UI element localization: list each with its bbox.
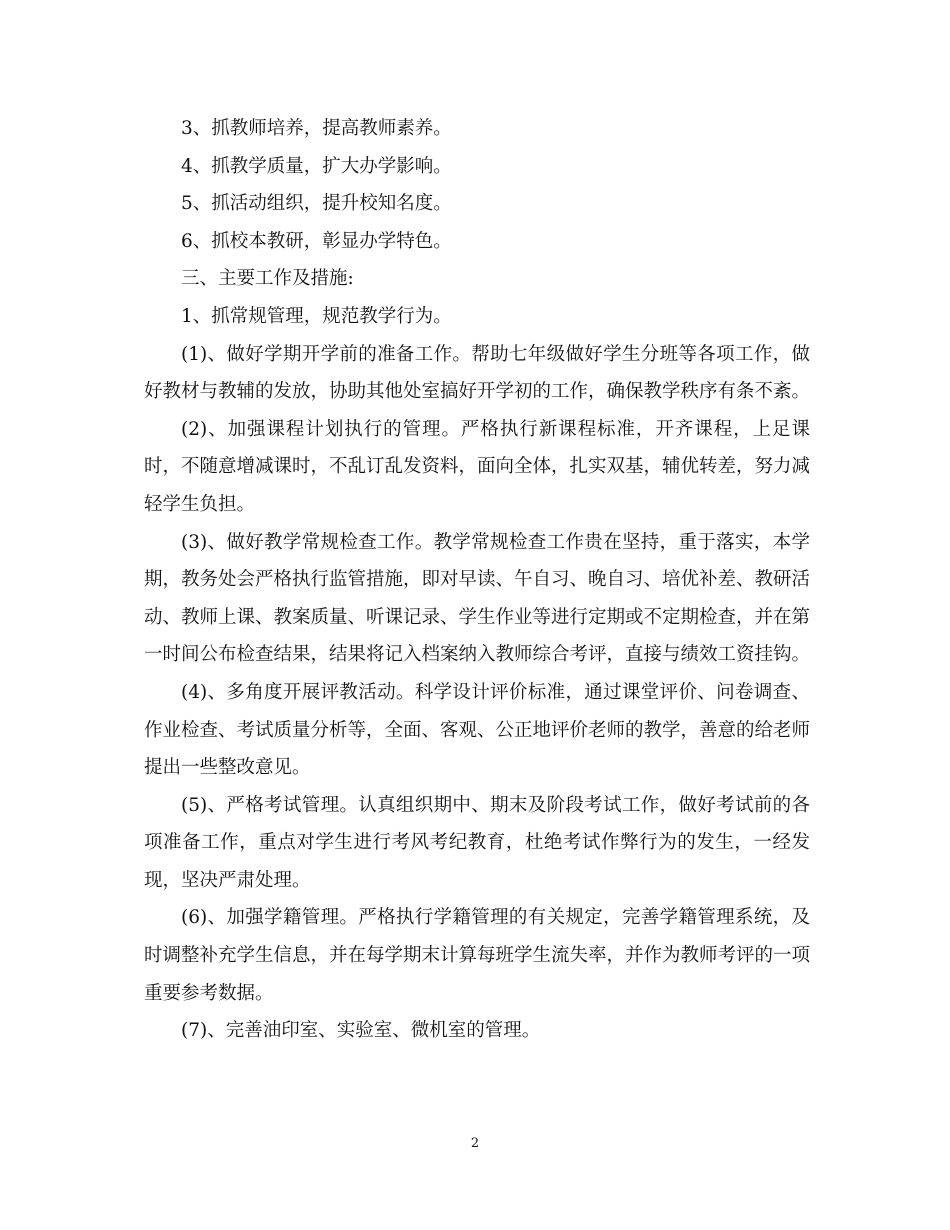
- list-item-school-research: 6、抓校本教研，彰显办学特色。: [181, 230, 452, 252]
- list-item-activities: 5、抓活动组织，提升校知名度。: [181, 193, 452, 215]
- paragraph-item-1: (1)、做好学期开学前的准备工作。帮助七年级做好学生分班等各项工作，做好教材与教辅的发放，协助其他处室搞好开学初的工作，确保教学秩序有条不紊。: [144, 343, 811, 403]
- list-item-teaching-quality: 4、抓教学质量，扩大办学影响。: [181, 155, 452, 177]
- page-number: 2: [470, 1136, 480, 1151]
- paragraph-item-2: (2)、加强课程计划执行的管理。严格执行新课程标准，开齐课程，上足课时，不随意增减课时，不乱订乱发资料，面向全体，扎实双基，辅优转差，努力减轻学生负担。: [144, 418, 811, 515]
- section-heading-main-work: 三、主要工作及措施:: [181, 268, 354, 290]
- list-item-teacher-training: 3、抓教师培养，提高教师素养。: [181, 118, 452, 139]
- paragraph-item-3: (3)、做好教学常规检查工作。教学常规检查工作贵在坚持，重于落实，本学期，教务处会严格执行监管措施，即对早读、午自习、晚自习、培优补差、教研活动、教师上课、教案质量、听课记录、学生作业等进行定期或不定期检查，并在第一时间公布检查结果，结果将记入档案纳入教师综合考评，直接与绩效工资挂钩。: [144, 531, 811, 666]
- subheading-routine-management: 1、抓常规管理，规范教学行为。: [181, 305, 452, 327]
- paragraph-item-5: (5)、严格考试管理。认真组织期中、期末及阶段考试工作，做好考试前的各项准备工作，重点对学生进行考风考纪教育，杜绝考试作弊行为的发生，一经发现，坚决严肃处理。: [144, 794, 810, 891]
- paragraph-item-6: (6)、加强学籍管理。严格执行学籍管理的有关规定，完善学籍管理系统，及时调整补充学生信息，并在每学期末计算每班学生流失率，并作为教师考评的一项重要参考数据。: [144, 907, 811, 1004]
- paragraph-item-4: (4)、多角度开展评教活动。科学设计评价标准，通过课堂评价、问卷调查、作业检查、考试质量分析等，全面、客观、公正地评价老师的教学，善意的给老师提出一些整改意见。: [144, 681, 811, 779]
- paragraph-item-7: (7)、完善油印室、实验室、微机室的管理。: [181, 1020, 541, 1042]
- document-body: [144, 110, 810, 1050]
